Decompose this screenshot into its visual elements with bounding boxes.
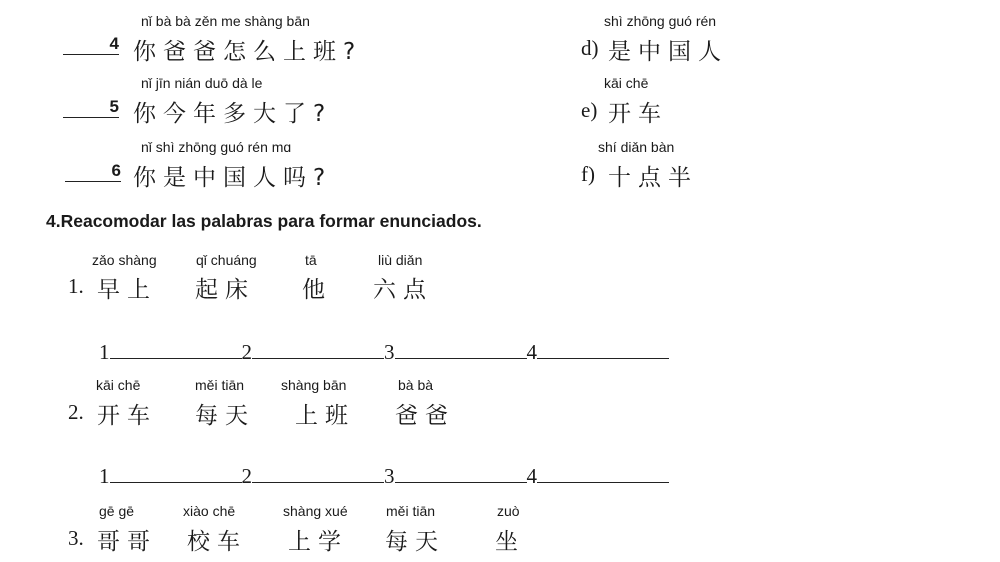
option-letter: d) bbox=[581, 36, 599, 60]
word-hanzi: 校车 bbox=[187, 529, 247, 555]
answer-blank[interactable] bbox=[252, 468, 384, 483]
question-pinyin: nǐ bà bà zěn me shàng bān bbox=[141, 13, 310, 29]
question-pinyin: nǐ shì zhōng guó rén mɑ bbox=[141, 139, 292, 155]
word-pinyin: kāi chē bbox=[96, 377, 141, 393]
option-letter: f) bbox=[581, 162, 595, 186]
word-pinyin: liù diǎn bbox=[378, 252, 423, 268]
answer-blank[interactable] bbox=[537, 344, 669, 359]
word-pinyin: bà bà bbox=[398, 377, 434, 393]
answer-blank[interactable]: 4 bbox=[63, 34, 119, 55]
blank-label: 4 bbox=[526, 340, 537, 364]
word-pinyin: měi tiān bbox=[195, 377, 245, 393]
answer-blank[interactable] bbox=[395, 468, 527, 483]
item-number: 1. bbox=[68, 274, 84, 298]
word-hanzi: 爸爸 bbox=[395, 403, 455, 429]
word-hanzi: 他 bbox=[302, 277, 332, 303]
word-hanzi: 起床 bbox=[195, 277, 255, 303]
blank-label: 2 bbox=[241, 464, 252, 488]
answer-blank[interactable] bbox=[537, 468, 669, 483]
answer-blank[interactable]: 5 bbox=[63, 97, 119, 118]
answer-lines-1 bbox=[99, 340, 669, 365]
word-pinyin: gē gē bbox=[99, 503, 135, 519]
answer-blank[interactable]: 6 bbox=[65, 161, 121, 182]
blank-label: 3 bbox=[384, 340, 395, 364]
word-pinyin: shàng bān bbox=[281, 377, 347, 393]
word-hanzi: 每天 bbox=[195, 403, 255, 429]
answer-blank[interactable] bbox=[110, 468, 242, 483]
blank-label: 4 bbox=[526, 464, 537, 488]
word-hanzi: 六点 bbox=[373, 277, 433, 303]
section-heading: 4.Reacomodar las palabras para formar enunciados. bbox=[46, 211, 482, 231]
option-letter: e) bbox=[581, 98, 598, 122]
option-hanzi: 开车 bbox=[608, 101, 668, 127]
option-hanzi: 十点半 bbox=[608, 165, 698, 191]
question-hanzi: 你爸爸怎么上班? bbox=[133, 39, 363, 65]
question-pinyin: nǐ jīn nián duō dà le bbox=[141, 75, 263, 91]
option-pinyin: shí diǎn bàn bbox=[598, 139, 675, 155]
blank-label: 3 bbox=[384, 464, 395, 488]
word-hanzi: 开车 bbox=[97, 403, 157, 429]
answer-blank[interactable] bbox=[110, 344, 242, 359]
question-hanzi: 你是中国人吗? bbox=[133, 165, 333, 191]
word-pinyin: xiào chē bbox=[183, 503, 236, 519]
word-hanzi: 上班 bbox=[295, 403, 355, 429]
option-pinyin: kāi chē bbox=[604, 75, 649, 91]
option-hanzi: 是中国人 bbox=[608, 39, 728, 65]
word-hanzi: 每天 bbox=[385, 529, 445, 555]
blank-label: 2 bbox=[241, 340, 252, 364]
word-pinyin: tā bbox=[305, 252, 317, 268]
answer-blank[interactable] bbox=[252, 344, 384, 359]
blank-label: 1 bbox=[99, 464, 110, 488]
word-hanzi: 上学 bbox=[288, 529, 348, 555]
word-hanzi: 哥哥 bbox=[97, 529, 157, 555]
option-pinyin: shì zhōng guó rén bbox=[604, 13, 717, 29]
word-pinyin: zuò bbox=[497, 503, 520, 519]
blank-label: 1 bbox=[99, 340, 110, 364]
word-hanzi: 早上 bbox=[97, 277, 157, 303]
answer-blank[interactable] bbox=[395, 344, 527, 359]
word-pinyin: měi tiān bbox=[386, 503, 436, 519]
word-hanzi: 坐 bbox=[495, 529, 525, 555]
word-pinyin: shàng xué bbox=[283, 503, 348, 519]
word-pinyin: qǐ chuáng bbox=[196, 252, 257, 268]
item-number: 2. bbox=[68, 400, 84, 424]
word-pinyin: zǎo shàng bbox=[92, 252, 157, 268]
answer-lines-2 bbox=[99, 464, 669, 489]
question-hanzi: 你今年多大了? bbox=[133, 101, 333, 127]
item-number: 3. bbox=[68, 526, 84, 550]
